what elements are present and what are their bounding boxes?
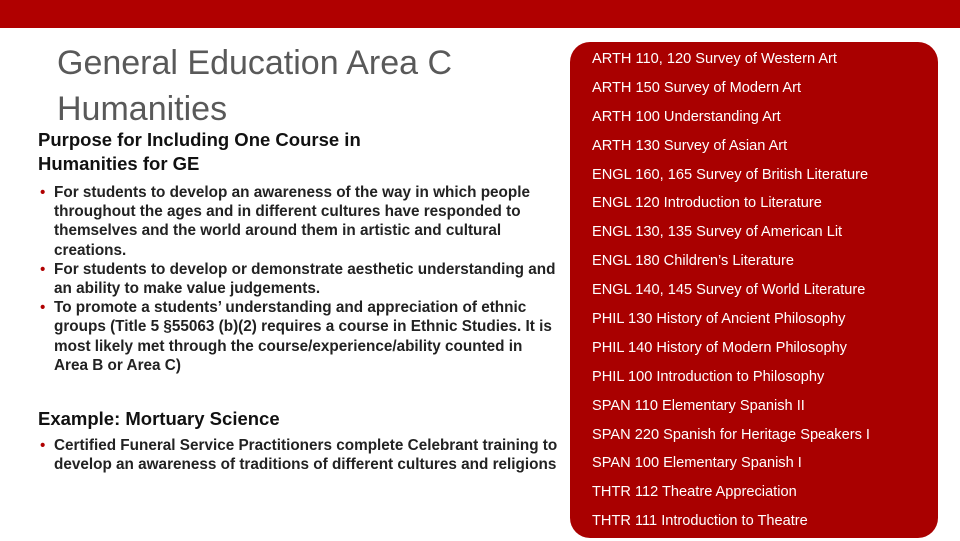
course-item: THTR 111 Introduction to Theatre: [592, 513, 808, 530]
course-item: ARTH 110, 120 Survey of Western Art: [592, 51, 837, 67]
example-bullet-list: [38, 436, 558, 474]
example-heading: Example: Mortuary Science: [38, 408, 280, 430]
course-item: ENGL 120 Introduction to Literature: [592, 195, 822, 212]
course-item: ENGL 180 Children’s Literature: [592, 253, 794, 270]
course-list-panel: [570, 42, 938, 538]
left-content: [38, 128, 558, 474]
purpose-heading-line1: Purpose for Including One Course in: [38, 129, 361, 150]
slide-title-line2: Humanities: [57, 90, 228, 128]
course-item: THTR 112 Theatre Appreciation: [592, 484, 797, 501]
course-item: PHIL 130 History of Ancient Philosophy: [592, 311, 846, 328]
top-accent-bar: [0, 0, 960, 28]
course-item: ARTH 150 Survey of Modern Art: [592, 79, 802, 96]
course-item: SPAN 100 Elementary Spanish I: [592, 455, 802, 472]
purpose-heading: [38, 128, 418, 176]
course-item: ARTH 130 Survey of Asian Art: [592, 137, 788, 154]
course-item: ENGL 130, 135 Survey of American Lit: [592, 224, 843, 241]
course-item: SPAN 220 Spanish for Heritage Speakers I: [592, 426, 870, 443]
course-list: [592, 50, 870, 541]
course-item: ENGL 160, 165 Survey of British Literature: [592, 166, 869, 183]
purpose-heading-line2: Humanities for GE: [38, 153, 200, 174]
purpose-bullet: • For students to develop an awareness of the way in which people throughout the ages and in different cultures have responded to themselves and the world around them in artistic and cultural creations.: [38, 183, 558, 260]
purpose-bullet: • For students to develop or demonstrate aesthetic understanding and an ability to make value judgements.: [38, 260, 558, 298]
course-item: PHIL 100 Introduction to Philosophy: [592, 368, 825, 385]
course-item: SPAN 110 Elementary Spanish II: [592, 397, 805, 414]
slide-title: [57, 40, 527, 132]
course-item: PHIL 140 History of Modern Philosophy: [592, 339, 847, 356]
purpose-bullet: • To promote a students’ understanding and appreciation of ethnic groups (Title 5 §55063 (b)(2) requires a course in Ethnic Studies. It is most likely met through the course/experience/ability counted in Area B or Area C): [38, 298, 558, 375]
purpose-bullet-list: [38, 183, 558, 375]
course-item: ARTH 100 Understanding Art: [592, 108, 781, 125]
course-item: ENGL 140, 145 Survey of World Literature: [592, 282, 866, 299]
example-bullet: • Certified Funeral Service Practitioners complete Celebrant training to develop an awareness of traditions of different cultures and religions: [38, 436, 558, 474]
slide-title-line1: General Education Area C: [57, 44, 453, 82]
